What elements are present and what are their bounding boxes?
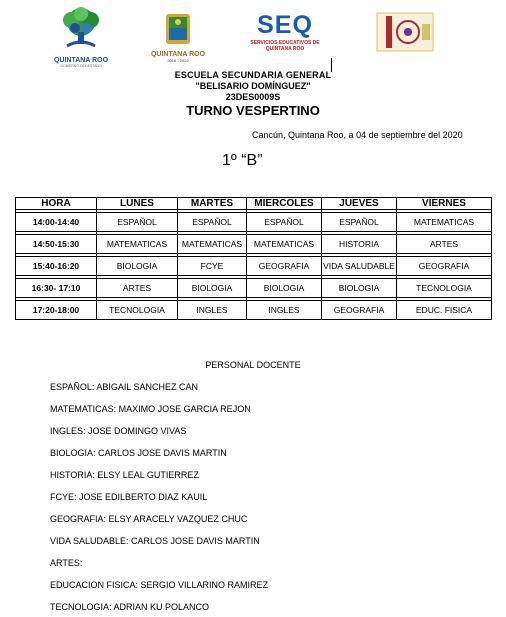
shield-logo-label: QUINTANA ROO	[150, 51, 206, 58]
time-cell: 14:50-15:30	[16, 235, 97, 254]
shield-logo-sublabel: 2016 - 2022	[167, 58, 189, 63]
staff-item: FCYE: JOSE EDILBERTO DIAZ KAUIL	[50, 492, 208, 502]
subject-cell: ESPAÑOL	[178, 213, 247, 232]
date-line: Cancún, Quintana Roo, a 04 de septiembre del 2020	[252, 130, 463, 140]
subject-cell: TECNOLOGIA	[397, 279, 492, 298]
subject-cell: BIOLOGIA	[178, 279, 247, 298]
time-cell: 14:00-14:40	[16, 213, 97, 232]
column-header: VIERNES	[397, 198, 492, 210]
seq-logo	[246, 12, 324, 60]
table-row	[16, 257, 492, 276]
subject-cell: FCYE	[178, 257, 247, 276]
staff-title: PERSONAL DOCENTE	[205, 360, 301, 370]
table-row	[16, 279, 492, 298]
subject-cell: ARTES	[397, 235, 492, 254]
staff-item: TECNOLOGIA: ADRIAN KU POLANCO	[50, 602, 210, 612]
qroo-logo-sublabel: GOBIERNO DEL ESTADO	[60, 64, 102, 68]
subject-cell: HISTORIA	[322, 235, 397, 254]
school-crest-logo	[376, 12, 434, 52]
seq-acronym: SEQ	[257, 11, 313, 39]
quintana-roo-shield-logo	[144, 12, 212, 66]
seq-logo-label: SERVICIOS EDUCATIVOS DE QUINTANA ROO	[250, 40, 320, 52]
shift-title: TURNO VESPERTINO	[186, 103, 320, 118]
staff-item: GEOGRAFIA: ELSY ARACELY VAZQUEZ CHUC	[50, 514, 248, 524]
staff-item: INGLES: JOSE DOMINGO VIVAS	[50, 426, 187, 436]
subject-cell: BIOLOGIA	[322, 279, 397, 298]
subject-cell: BIOLOGIA	[97, 257, 178, 276]
subject-cell: INGLES	[178, 301, 247, 320]
table-row	[16, 213, 492, 232]
staff-item: ESPAÑOL: ABIGAIL SANCHEZ CAN	[50, 382, 199, 392]
column-header: MARTES	[178, 198, 247, 210]
subject-cell: GEOGRAFIA	[322, 301, 397, 320]
subject-cell: EDUC. FISICA	[397, 301, 492, 320]
staff-item: ARTES:	[50, 558, 83, 568]
subject-cell: GEOGRAFIA	[397, 257, 492, 276]
staff-item: BIOLOGIA: CARLOS JOSE DAVIS MARTIN	[50, 448, 227, 458]
column-header: JUEVES	[322, 198, 397, 210]
subject-cell: BIOLOGIA	[247, 279, 322, 298]
staff-item: VIDA SALUDABLE: CARLOS JOSE DAVIS MARTIN	[50, 536, 260, 546]
schedule-header-row	[16, 198, 492, 210]
subject-cell: VIDA SALUDABLE	[322, 257, 397, 276]
school-name-line1: ESCUELA SECUNDARIA GENERAL	[174, 70, 332, 80]
subject-cell: MATEMATICAS	[397, 213, 492, 232]
subject-cell: MATEMATICAS	[178, 235, 247, 254]
subject-cell: GEOGRAFIA	[247, 257, 322, 276]
time-cell: 15:40-16:20	[16, 257, 97, 276]
schedule-table	[15, 197, 492, 320]
time-cell: 17:20-18:00	[16, 301, 97, 320]
subject-cell: ESPAÑOL	[322, 213, 397, 232]
table-row	[16, 235, 492, 254]
subject-cell: INGLES	[247, 301, 322, 320]
crest-icon	[376, 12, 434, 52]
subject-cell: MATEMATICAS	[247, 235, 322, 254]
school-name-line2: "BELISARIO DOMÍNGUEZ"	[195, 81, 311, 91]
column-header: MIERCOLES	[247, 198, 322, 210]
quintana-roo-logo	[45, 6, 117, 66]
subject-cell: TECNOLOGIA	[97, 301, 178, 320]
qroo-logo-label: QUINTANA ROO	[53, 57, 109, 64]
shield-icon	[144, 12, 212, 46]
group-label: 1º “B”	[222, 152, 263, 169]
column-header: LUNES	[97, 198, 178, 210]
time-cell: 16:30- 17:10	[16, 279, 97, 298]
subject-cell: ESPAÑOL	[247, 213, 322, 232]
staff-item: HISTORIA: ELSY LEAL GUTIERREZ	[50, 470, 199, 480]
school-code: 23DES0009S	[225, 92, 281, 102]
subject-cell: ARTES	[97, 279, 178, 298]
subject-cell: MATEMATICAS	[97, 235, 178, 254]
staff-item: MATEMATICAS: MAXIMO JOSE GARCIA REJON	[50, 404, 251, 414]
column-header: HORA	[16, 198, 97, 210]
subject-cell: ESPAÑOL	[97, 213, 178, 232]
table-row	[16, 301, 492, 320]
tree-icon	[45, 6, 117, 54]
staff-item: EDUCACION FISICA: SERGIO VILLARINO RAMIREZ	[50, 580, 269, 590]
